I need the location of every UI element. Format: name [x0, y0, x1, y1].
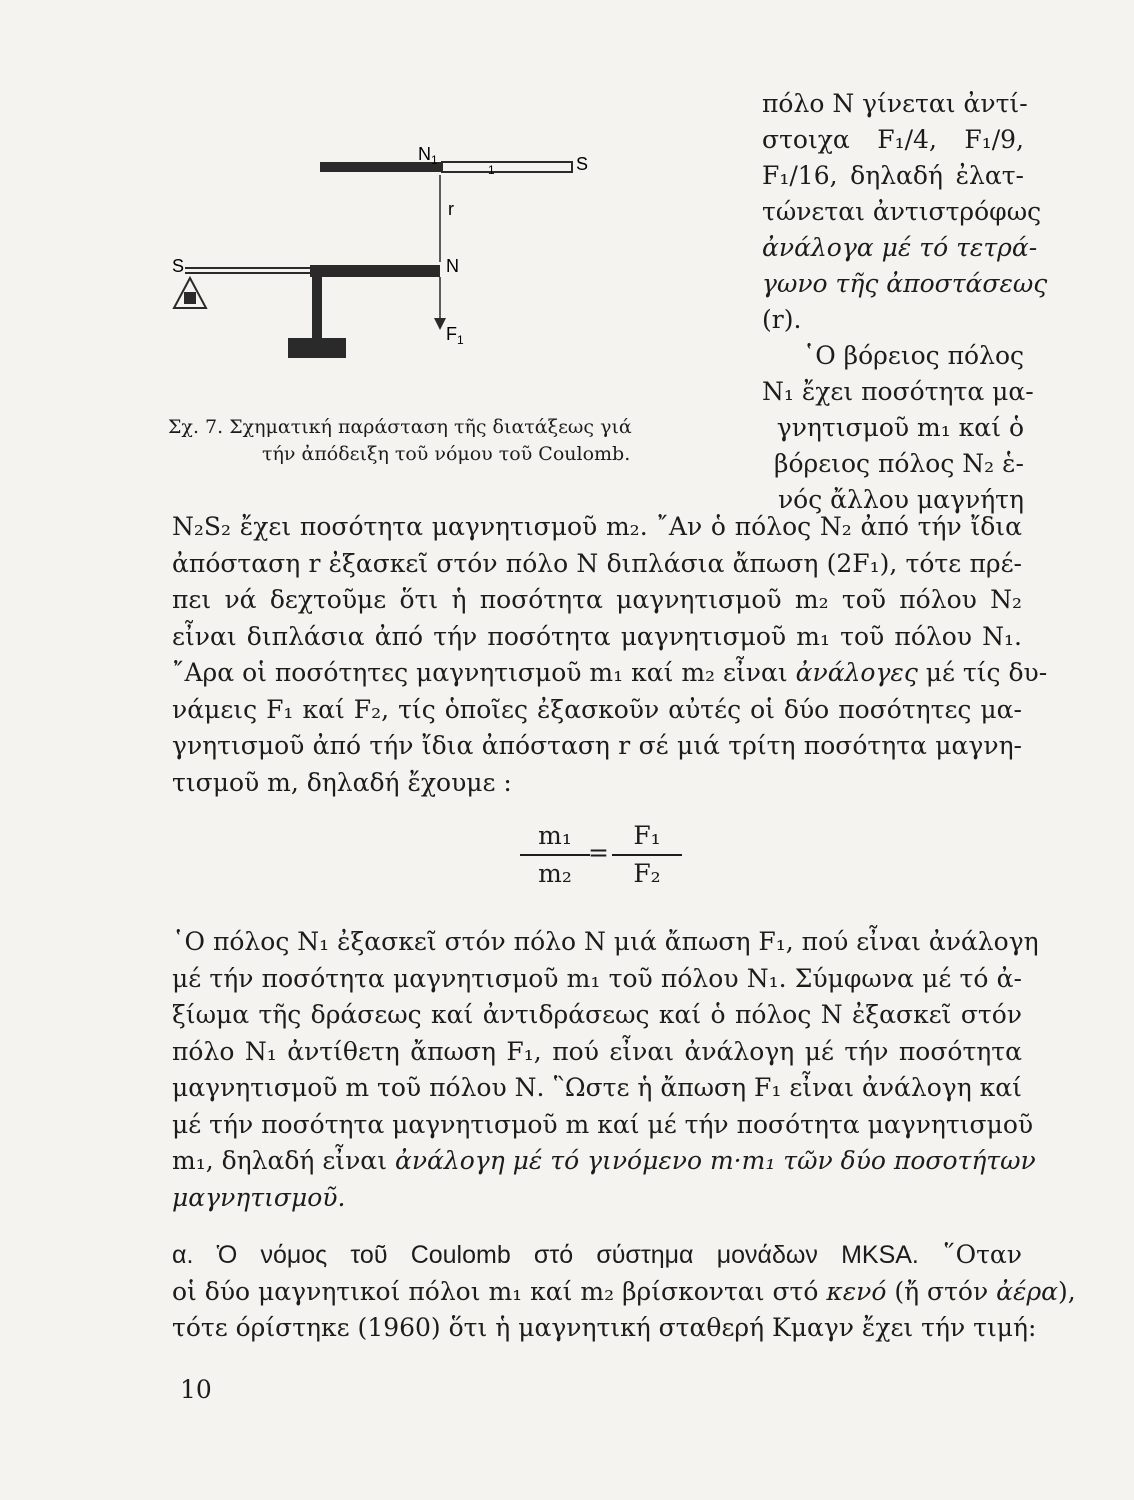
text-line	[172, 1143, 1036, 1180]
italic-term: κενό	[826, 1276, 887, 1306]
side-line: στοιχα F₁/4, F₁/9,	[762, 125, 1024, 154]
section-a	[172, 1237, 1076, 1347]
label-s1-sub: 1	[488, 163, 495, 177]
text-line: μαγνητισμοῦ.	[172, 1182, 346, 1212]
text-span: (ἤ στόν	[894, 1276, 989, 1306]
side-line: F₁/16, δηλαδή ἐλατ-	[762, 161, 1024, 190]
text-line: εἶναι διπλάσια ἀπό τήν ποσότητα μαγνητισμοῦ m₁ τοῦ πόλου N₁.	[172, 621, 1022, 651]
text-line: μέ τήν ποσότητα μαγνητισμοῦ m₁ τοῦ πόλου N₁. Σύμφωνα μέ τό ἀ-	[172, 963, 1022, 993]
text-span: ῞Οταν	[943, 1240, 1022, 1269]
text-line: μαγνητισμοῦ m τοῦ πόλου Ν. ῝Ωστε ἡ ἄπωση F₁ εἶναι ἀνάλογη καί	[172, 1073, 1022, 1102]
text-span: οἱ δύο μαγνητικοί πόλοι m₁ καί m₂ βρίσκονται στό	[172, 1276, 819, 1306]
italic-term: ἀέρα	[996, 1276, 1059, 1306]
page-number: 10	[180, 1375, 212, 1404]
numerator-f1: F₁	[633, 821, 661, 850]
text-span: ῎Αρα οἱ ποσότητες μαγνητισμοῦ m₁ καί m₂ εἶναι	[172, 658, 788, 687]
side-line: γνητισμοῦ m₁ καί ὁ	[776, 413, 1024, 442]
label-n1: N	[418, 144, 431, 164]
balance-base	[288, 338, 346, 358]
label-s1: S	[576, 154, 589, 174]
side-line: N₁ ἔχει ποσότητα μα-	[762, 377, 1034, 406]
text-line	[172, 1274, 1076, 1311]
numerator-m1: m₁	[538, 821, 572, 850]
force-arrowhead	[434, 318, 446, 330]
denominator-f2: F₂	[633, 859, 661, 888]
text-line: πει νά δεχτοῦμε ὅτι ἡ ποσότητα μαγνητισμοῦ m₂ τοῦ πόλου N₂	[172, 585, 1022, 614]
text-line: μέ τήν ποσότητα μαγνητισμοῦ m καί μέ τήν ποσότητα μαγνητισμοῦ	[172, 1109, 1034, 1139]
denominator-m2: m₂	[538, 859, 572, 888]
text-span: m₁, δηλαδή εἶναι	[172, 1146, 387, 1175]
label-n: N	[446, 256, 459, 276]
label-n1-sub: 1	[431, 153, 438, 167]
side-line: ῾Ο βόρειος πόλος	[802, 341, 1024, 370]
label-f1-sub: 1	[457, 333, 464, 347]
label-s: S	[172, 256, 185, 276]
section-heading-line	[172, 1237, 1022, 1274]
paragraph-1	[172, 509, 1048, 801]
side-line: (r).	[762, 305, 802, 334]
text-line	[172, 655, 1048, 692]
text-line: πόλο N₁ ἀντίθετη ἄπωση F₁, πού εἶναι ἀνάλογη μέ τήν ποσότητα	[172, 1036, 1022, 1066]
italic-term: ἀνάλογες	[795, 658, 918, 687]
text-line: τότε όρίστηκε (1960) ὅτι ἡ μαγνητική σταθερή Kμαγν ἔχει τήν τιμή:	[172, 1313, 1037, 1342]
side-line: τώνεται ἀντιστρόφως	[762, 197, 1042, 226]
text-line: ῾Ο πόλος N₁ ἐξασκεῖ στόν πόλο Ν μιά ἄπωση F₁, πού εἶναι ἀνάλογη	[172, 927, 1039, 956]
side-line: πόλο Ν γίνεται ἀντί-	[762, 89, 1028, 118]
equals-sign: =	[588, 838, 609, 867]
side-line: γωνο τῆς ἀποστάσεως	[762, 269, 1048, 298]
section-heading: α. Ὁ νόμος τοῦ Coulomb στό σύστημα μονάδων MKSA.	[172, 1241, 919, 1269]
pivot-block	[184, 292, 196, 304]
text-line: τισμοῦ m, δηλαδή ἔχουμε :	[172, 767, 512, 797]
label-r: r	[448, 199, 454, 219]
fraction-right	[612, 818, 682, 892]
text-span: μέ τίς δυ-	[925, 658, 1048, 687]
text-span: ),	[1058, 1276, 1076, 1306]
text-line: N₂S₂ ἔχει ποσότητα μαγνητισμοῦ m₂. ῎Αν ὁ πόλος N₂ ἀπό τήν ἴδια	[172, 512, 1022, 541]
fraction-left	[520, 818, 590, 892]
ratio-formula	[520, 818, 700, 898]
magnet-n1s1-light	[442, 162, 572, 172]
balance-arm	[310, 265, 440, 277]
figure-caption	[168, 414, 668, 468]
caption-line-1: Σχ. 7. Σχηματική παράσταση τῆς διατάξεως γιά	[168, 416, 632, 438]
text-line: ἀπόσταση r ἐξασκεῖ στόν πόλο Ν διπλάσια ἄπωση (2F₁), τότε πρέ-	[172, 548, 1022, 578]
text-line: ξίωμα τῆς δράσεως καί ἀντιδράσεως καί ὁ πόλος Ν ἐξασκεῖ στόν	[172, 1000, 1022, 1029]
side-line: νός ἄλλου μαγνήτη	[777, 485, 1024, 514]
text-line: γνητισμοῦ ἀπό τήν ἴδια ἀπόσταση r σέ μιά τρίτη ποσότητα μαγνη-	[172, 731, 1022, 760]
coulomb-apparatus-figure	[160, 130, 589, 370]
paragraph-2	[172, 924, 1039, 1216]
label-f1: F	[446, 324, 457, 344]
side-line: ἀνάλογα μέ τό τετρά-	[762, 233, 1038, 262]
side-column	[762, 86, 1048, 518]
balance-post	[312, 265, 322, 340]
side-line: βόρειος πόλος N₂ ἑ-	[774, 449, 1024, 478]
caption-line-2: τήν ἀπόδειξη τοῦ νόμου τοῦ Coulomb.	[262, 443, 631, 465]
text-line: νάμεις F₁ καί F₂, τίς ὁποῖες ἐξασκοῦν αὐτές οἱ δύο ποσότητες μα-	[172, 694, 1022, 724]
italic-phrase: ἀνάλογη μέ τό γινόμενο m·m₁ τῶν δύο ποσοτήτων	[394, 1146, 1036, 1175]
